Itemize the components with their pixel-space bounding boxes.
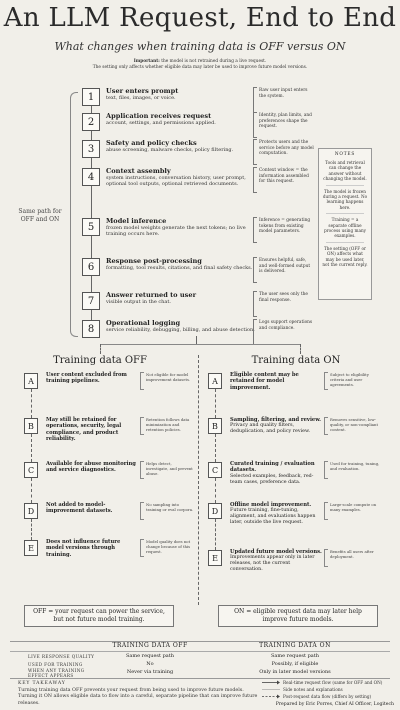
same-path-label: Same path for OFF and ON	[18, 208, 62, 223]
off-item-letter: E	[24, 540, 38, 556]
step-arrow	[91, 236, 92, 258]
important-label: Important:	[133, 59, 160, 64]
on-item-subtext: Privacy and quality filters, deduplication, and policy review.	[230, 423, 311, 435]
on-item-letter: A	[208, 373, 222, 389]
step-number: 7	[82, 292, 100, 310]
split-line	[100, 344, 300, 345]
on-item-letter: D	[208, 503, 222, 519]
note-item: The setting (OFF or ON) affects what may be used later, not the current reply.	[322, 245, 368, 268]
off-flow-arrow	[31, 519, 32, 540]
step-title: Model inference	[106, 217, 167, 225]
off-item-text	[46, 502, 136, 515]
on-item-subtext: Future training, fine-tuning, alignment, and evaluations happen later, outside the live request.	[230, 508, 316, 526]
off-item-letter: A	[24, 373, 38, 389]
step-side-note: Context window = the information assembled for this request.	[259, 168, 309, 185]
step-title: Operational logging	[106, 319, 181, 327]
thin-line-icon	[262, 687, 280, 692]
off-item-text	[46, 461, 136, 474]
off-item-note: Not eligible for model improvement datasets.	[146, 372, 191, 382]
off-item-letter: C	[24, 462, 38, 478]
off-item-title: User content excluded from training pipelines.	[46, 372, 127, 385]
solid-arrow-icon	[262, 680, 280, 685]
key-line-2: Turning it ON allows eligible data to flow into a careful, separate pipeline that can improve future releases.	[18, 694, 258, 706]
on-item-note: Removes sensitive, low-quality, or non-compliant content.	[330, 417, 379, 432]
on-item-note: Large-scale compute on many examples.	[330, 502, 377, 512]
step-side-bracket	[253, 257, 257, 283]
note-divider	[326, 242, 364, 243]
table-cell-on: Possibly, if eligible	[271, 661, 319, 667]
off-item-letter: D	[24, 503, 38, 519]
on-item-note: Used for training, tuning, and evaluation.	[330, 461, 380, 471]
step-arrow	[91, 106, 92, 113]
on-side-bracket	[324, 461, 328, 479]
step-number: 2	[82, 113, 100, 131]
table-cell-off: No	[146, 661, 154, 667]
step-side-note: Raw user input enters the system.	[259, 88, 308, 99]
step-title: Response post-processing	[106, 257, 202, 265]
step-title: Safety and policy checks	[106, 139, 197, 147]
key-line-1: Turning training data OFF prevents your request from being used to improve future models.	[18, 687, 244, 693]
step-side-note: Identity, plan limits, and preferences shape the request.	[259, 113, 312, 130]
on-side-bracket	[324, 549, 328, 567]
on-flow-arrow	[215, 478, 216, 503]
column-divider	[198, 355, 199, 605]
step-arrow	[91, 276, 92, 292]
table-row-label: LIVE RESPONSE QUALITY	[28, 654, 95, 659]
step-side-bracket	[253, 217, 257, 243]
off-flow-arrow	[31, 434, 32, 462]
off-item-note: No sampling into training or eval corpora.	[146, 502, 194, 512]
legend-label: Real-time request flow (same for OFF and ON)	[283, 680, 383, 685]
on-branch-line	[300, 344, 301, 354]
legend	[262, 679, 392, 700]
table-cell-on: Only in later model versions	[259, 669, 331, 675]
on-side-bracket	[324, 502, 328, 520]
step-number: 8	[82, 320, 100, 338]
on-item-text	[230, 461, 322, 486]
table-cell-off: Never via training	[126, 669, 174, 675]
key-heading: KEY TAKEAWAY	[18, 681, 66, 686]
note-divider	[326, 213, 364, 214]
table-col-on: TRAINING DATA ON	[259, 642, 331, 649]
off-side-bracket	[140, 417, 144, 435]
off-item-text	[46, 417, 136, 443]
on-side-bracket	[324, 372, 328, 390]
step-arrow	[91, 158, 92, 168]
off-summary-line-2: but not future model training.	[53, 616, 145, 623]
page-title: An LLM Request, End to End	[3, 3, 397, 33]
page-subtitle: What changes when training data is OFF versus ON	[54, 40, 346, 53]
important-line-2: The setting only affects whether eligible data may later be used to improve future model versions.	[92, 65, 308, 70]
step-title: Application receives request	[106, 112, 212, 120]
step-side-note: Ensures helpful, safe, and well-formed output is delivered.	[259, 258, 311, 275]
on-item-text	[230, 372, 322, 391]
step-title: Answer returned to user	[106, 291, 197, 299]
step-number: 5	[82, 218, 100, 236]
legend-item-realtime	[262, 679, 392, 686]
on-item-title: Curated training / evaluation datasets.	[230, 461, 315, 474]
on-item-letter: B	[208, 418, 222, 434]
on-flow-arrow	[215, 519, 216, 550]
off-item-note: Retention follows data minimization and retention policies.	[146, 417, 190, 432]
step-description: system instructions, conversation history, user prompt, optional tool outputs, optional retrieved documents.	[106, 175, 246, 188]
step-side-note: Protects users and the service before any model computation.	[259, 140, 314, 157]
step-side-bracket	[253, 319, 257, 345]
on-summary	[218, 605, 378, 627]
legend-label: Side notes and explanations	[283, 687, 343, 692]
on-flow-arrow	[215, 389, 216, 418]
step-arrow	[91, 186, 92, 218]
on-summary-line-1: ON = eligible request data may later help	[234, 608, 362, 615]
off-summary-line-1: OFF = your request can power the service,	[33, 608, 165, 615]
on-side-bracket	[324, 417, 328, 435]
off-item-title: Available for abuse monitoring and service diagnostics.	[46, 461, 136, 474]
table-cell-on: Same request path	[270, 653, 319, 659]
split-stem	[196, 336, 197, 344]
step-description: abuse screening, malware checks, policy filtering.	[106, 147, 234, 153]
legend-item-notes	[262, 686, 392, 693]
off-item-note: Model quality does not change because of this request.	[146, 539, 191, 554]
on-item-text	[230, 502, 322, 526]
step-description: formatting, tool results, citations, and final safety checks.	[106, 265, 253, 271]
step-description: frozen model weights generate the next tokens; no live training occurs here.	[106, 225, 246, 238]
off-branch-line	[100, 344, 101, 354]
off-item-title: Does not influence future model versions through training.	[46, 539, 121, 558]
step-side-bracket	[253, 112, 257, 138]
off-flow-arrow	[31, 478, 32, 503]
table-header-rule	[10, 651, 390, 652]
off-item-note: Helps detect, investigate, and prevent abuse.	[146, 461, 193, 476]
important-note	[10, 59, 390, 71]
off-item-title: May still be retained for operations, security, legal compliance, and product reliability.	[46, 417, 122, 443]
step-description: visible output in the chat.	[106, 299, 171, 305]
step-description: service reliability, debugging, billing, and abuse detection.	[106, 327, 255, 333]
step-description: account, settings, and permissions applied.	[106, 120, 216, 126]
on-item-text	[230, 417, 322, 435]
off-side-bracket	[140, 461, 144, 479]
step-side-bracket	[253, 291, 257, 317]
notes-heading: NOTES	[334, 152, 356, 157]
on-item-subtext: Selected examples, feedback, red-team cases, preference data.	[230, 473, 314, 485]
step-arrow	[91, 131, 92, 140]
table-col-off: TRAINING DATA OFF	[112, 642, 188, 649]
on-item-title: Eligible content may be retained for model improvement.	[230, 372, 299, 391]
on-item-letter: C	[208, 462, 222, 478]
off-item-letter: B	[24, 418, 38, 434]
off-summary	[24, 605, 174, 627]
on-flow-arrow	[215, 434, 216, 462]
notes-panel	[318, 148, 372, 300]
step-number: 4	[82, 168, 100, 186]
on-item-title: Updated future model versions.	[230, 549, 322, 555]
on-summary-line-2: improve future models.	[262, 616, 334, 623]
step-side-bracket	[253, 167, 257, 193]
step-number: 1	[82, 88, 100, 106]
note-item: Tools and retrieval can change the answer without changing the model.	[323, 160, 367, 182]
off-side-bracket	[140, 539, 144, 557]
step-side-note: The user sees only the final response.	[259, 292, 308, 303]
on-item-note: Benefits all users after deployment.	[330, 549, 374, 559]
important-line-1: the model is not retrained during a live request.	[161, 59, 267, 64]
step-arrow	[91, 310, 92, 320]
on-item-text	[230, 549, 322, 573]
on-item-letter: E	[208, 550, 222, 566]
step-side-bracket	[253, 87, 257, 113]
on-item-note: Subject to eligibility criteria and user agreements.	[330, 372, 369, 387]
on-heading: Training data ON	[251, 355, 341, 366]
note-item: The model is frozen during a request. No learning happens here.	[322, 188, 368, 210]
table-row-label: USED FOR TRAINING	[28, 662, 83, 667]
off-heading: Training data OFF	[53, 355, 147, 366]
note-item: Training = a separate offline process using many examples.	[323, 217, 367, 239]
legend-label: Post-request data flow (differs by setting)	[283, 694, 372, 699]
off-side-bracket	[140, 502, 144, 520]
table-cell-off: Same request path	[125, 653, 174, 659]
step-number: 3	[82, 140, 100, 158]
off-side-bracket	[140, 372, 144, 390]
credit: Prepared by Eric Porres, Chief AI Officer, Logitech	[275, 702, 394, 707]
step-number: 6	[82, 258, 100, 276]
legend-item-postrequest	[262, 693, 392, 700]
step-title: Context assembly	[106, 167, 171, 175]
dashed-arrow-icon	[262, 694, 280, 699]
step-title: User enters prompt	[106, 87, 179, 95]
off-item-title: Not added to model-improvement datasets.	[46, 502, 113, 515]
step-description: text, files, images, or voice.	[106, 95, 176, 101]
off-item-text	[46, 372, 136, 385]
off-item-text	[46, 539, 136, 558]
step-side-note: Logs support operations and compliance.	[259, 320, 313, 331]
note-divider	[326, 185, 364, 186]
off-flow-arrow	[31, 389, 32, 418]
on-item-title: Offline model improvement.	[230, 502, 312, 508]
on-item-subtext: Improvements appear only in later releases, not the current conversation.	[230, 555, 315, 573]
same-path-bracket	[70, 92, 78, 337]
on-item-title: Sampling, filtering, and review.	[230, 417, 321, 423]
key-takeaway	[18, 681, 258, 707]
step-side-note: Inference = generating tokens from existing model parameters.	[259, 218, 311, 235]
table-row-label: WHEN ANY TRAINING EFFECT APPEARS	[28, 668, 85, 678]
step-side-bracket	[253, 139, 257, 165]
